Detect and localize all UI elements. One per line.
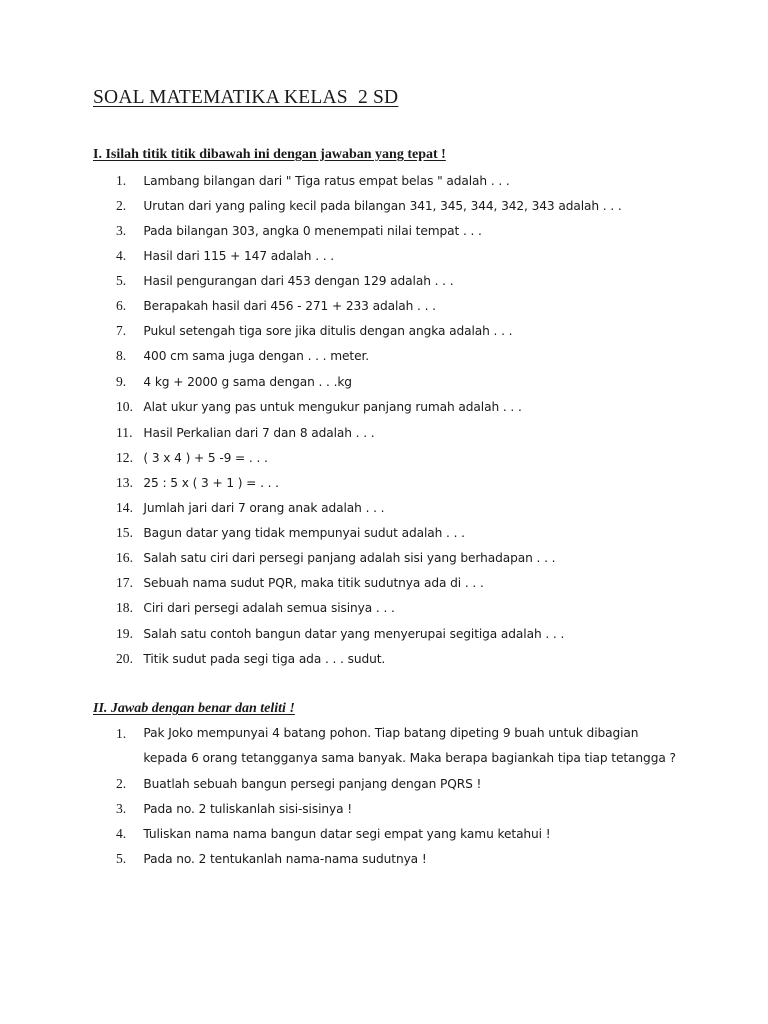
question-item [116, 243, 334, 268]
question-text: Lambang bilangan dari " Tiga ratus empat belas " adalah . . . [143, 174, 510, 188]
question-text: Pada bilangan 303, angka 0 menempati nilai tempat . . . [143, 224, 482, 238]
question-text: Pada no. 2 tentukanlah nama-nama sudutnya ! [143, 852, 427, 866]
question-number: 2. [116, 776, 127, 791]
question-item [116, 420, 375, 445]
question-number: 18. [116, 600, 133, 615]
question-number: 20. [116, 651, 133, 666]
question-item [116, 595, 395, 620]
question-text: Hasil pengurangan dari 453 dengan 129 adalah . . . [143, 274, 454, 288]
question-item [116, 646, 385, 671]
question-item [116, 193, 622, 218]
question-text: Pukul setengah tiga sore jika ditulis dengan angka adalah . . . [143, 324, 513, 338]
question-number: 3. [116, 223, 127, 238]
question-number: 7. [116, 323, 127, 338]
question-text: Pak Joko mempunyai 4 batang pohon. Tiap batang dipeting 9 buah untuk dibagian kepada 6 orang tetangganya sama banyak. Maka berapa bagiankah tipa tiap tetangga ? [143, 726, 676, 765]
question-text: Alat ukur yang pas untuk mengukur panjang rumah adalah . . . [143, 400, 522, 414]
question-item [116, 343, 369, 368]
question-number: 17. [116, 575, 133, 590]
question-text: Buatlah sebuah bangun persegi panjang dengan PQRS ! [143, 777, 482, 791]
question-number: 10. [116, 399, 133, 414]
question-item [116, 318, 512, 343]
question-text: Pada no. 2 tuliskanlah sisi-sisinya ! [143, 802, 353, 816]
question-number: 1. [116, 173, 127, 188]
question-text: Salah satu contoh bangun datar yang menyerupai segitiga adalah . . . [143, 627, 565, 641]
question-item [116, 218, 482, 243]
question-number: 6. [116, 298, 127, 313]
question-item [116, 721, 683, 771]
question-text: Urutan dari yang paling kecil pada bilangan 341, 345, 344, 342, 343 adalah . . . [143, 199, 622, 213]
question-text: 25 : 5 x ( 3 + 1 ) = . . . [143, 476, 279, 490]
question-text: Hasil dari 115 + 147 adalah . . . [143, 249, 335, 263]
question-text: Berapakah hasil dari 456 - 271 + 233 adalah . . . [143, 299, 436, 313]
question-item [116, 771, 481, 796]
question-item [116, 268, 453, 293]
question-item [116, 621, 564, 646]
section-1-heading: I. Isilah titik titik dibawah ini dengan jawaban yang tepat ! [93, 147, 446, 162]
question-item [116, 470, 279, 495]
question-item [116, 168, 510, 193]
question-text: Hasil Perkalian dari 7 dan 8 adalah . . . [143, 426, 375, 440]
page-title: SOAL MATEMATIKA KELAS 2 SD [93, 87, 399, 108]
question-number: 4. [116, 826, 127, 841]
question-item [116, 495, 384, 520]
question-text: 4 kg + 2000 g sama dengan . . .kg [143, 375, 352, 389]
question-text: Bagun datar yang tidak mempunyai sudut adalah . . . [143, 526, 465, 540]
question-item [116, 293, 436, 318]
question-item [116, 394, 522, 419]
question-number: 11. [116, 425, 133, 440]
question-number: 8. [116, 348, 127, 363]
question-item [116, 520, 465, 545]
question-text: Sebuah nama sudut PQR, maka titik sudutnya ada di . . . [143, 576, 484, 590]
question-text: Tuliskan nama nama bangun datar segi empat yang kamu ketahui ! [143, 827, 551, 841]
question-text: Titik sudut pada segi tiga ada . . . sudut. [143, 652, 386, 666]
question-text: Jumlah jari dari 7 orang anak adalah . . . [143, 501, 385, 515]
question-item [116, 796, 352, 821]
question-item [116, 846, 427, 871]
question-number: 1. [116, 726, 127, 741]
question-item [116, 821, 551, 846]
question-number: 13. [116, 475, 133, 490]
question-number: 5. [116, 273, 127, 288]
question-number: 19. [116, 626, 133, 641]
question-item [116, 445, 268, 470]
question-number: 5. [116, 851, 127, 866]
question-text: 400 cm sama juga dengan . . . meter. [143, 349, 370, 363]
question-item [116, 545, 555, 570]
section-2-heading: II. Jawab dengan benar dan teliti ! [93, 701, 295, 716]
question-text: Salah satu ciri dari persegi panjang adalah sisi yang berhadapan . . . [143, 551, 556, 565]
question-item [116, 369, 352, 394]
question-text: Ciri dari persegi adalah semua sisinya . . . [143, 601, 395, 615]
question-number: 3. [116, 801, 127, 816]
question-number: 14. [116, 500, 133, 515]
question-number: 2. [116, 198, 127, 213]
question-item [116, 570, 484, 595]
question-number: 4. [116, 248, 127, 263]
question-number: 16. [116, 550, 133, 565]
question-number: 15. [116, 525, 133, 540]
question-number: 9. [116, 374, 127, 389]
question-number: 12. [116, 450, 133, 465]
question-text: ( 3 x 4 ) + 5 -9 = . . . [143, 451, 268, 465]
